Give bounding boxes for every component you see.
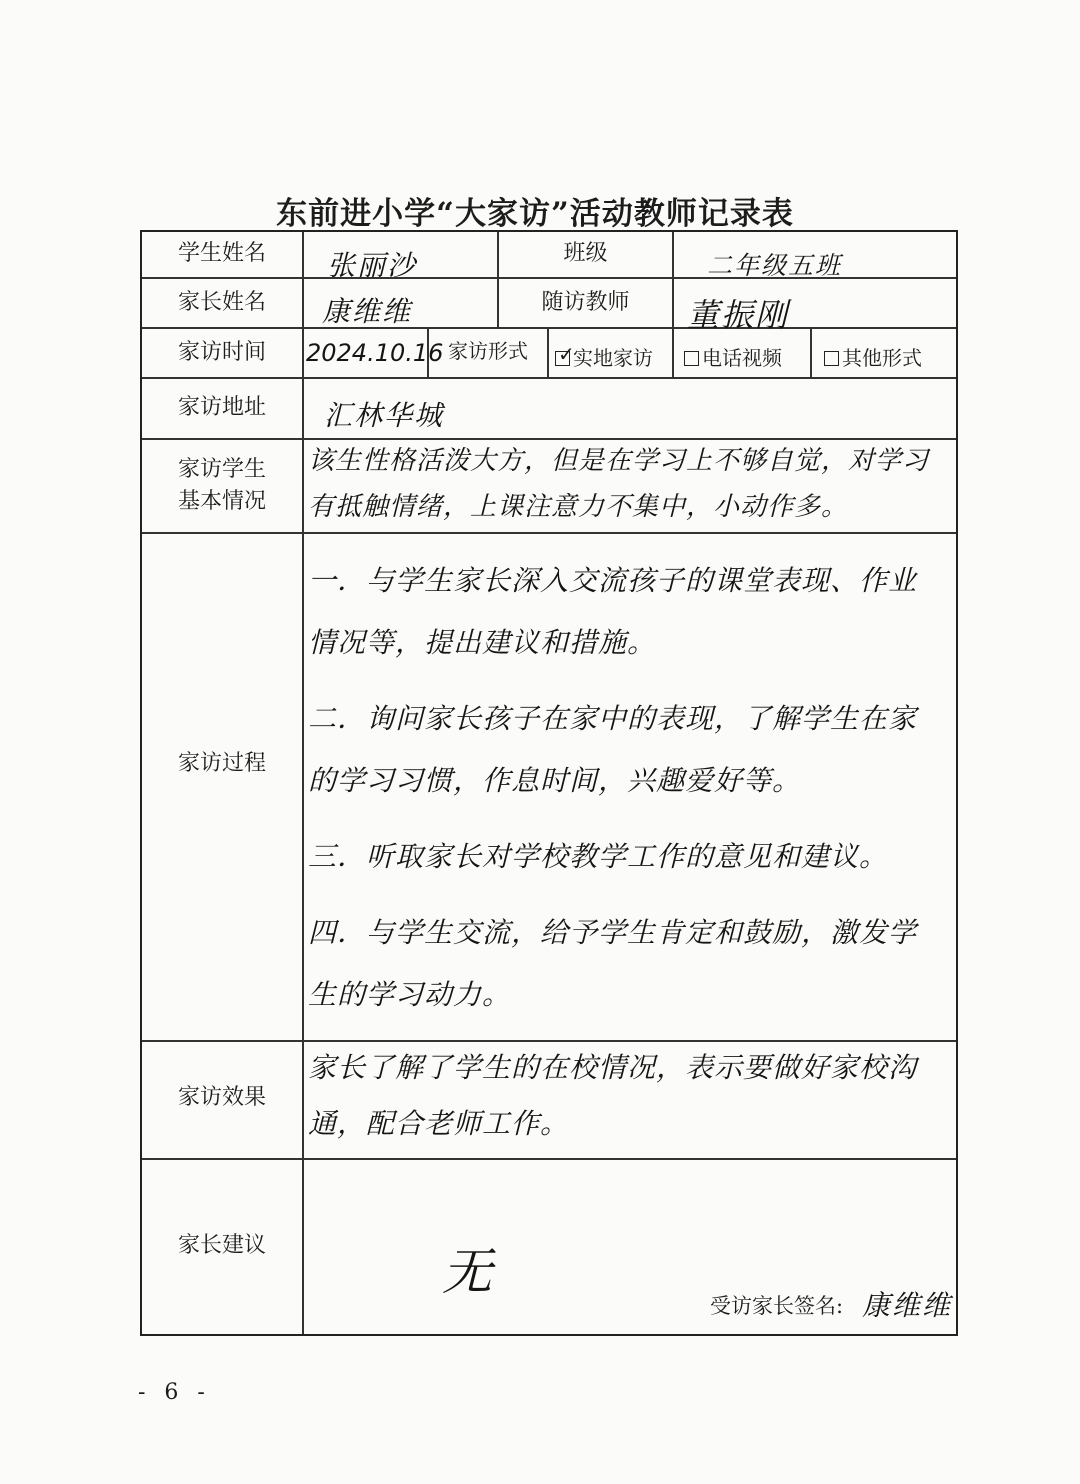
option-onsite-visit[interactable] [555, 342, 653, 371]
row-divider [142, 1158, 956, 1160]
student-info-value: 该生性格活泼大方，但是在学习上不够自觉，对学习有抵触情绪，上课注意力不集中，小动作多。 [308, 446, 930, 522]
class-value: 二年级五班 [707, 251, 843, 280]
visit-effect-value: 家长了解了学生的在校情况，表示要做好家校沟通，配合老师工作。 [308, 1051, 918, 1140]
visit-process-label: 家访过程 [177, 751, 266, 776]
teacher-label: 随访教师 [541, 290, 630, 315]
parent-name-value: 康维维 [322, 295, 413, 328]
checkbox-icon [555, 342, 575, 366]
process-item: 二．询问家长孩子在家中的表现，了解学生在家的学习习惯，作息时间，兴趣爱好等。 [308, 702, 918, 797]
page-number: - 6 - [138, 1380, 211, 1405]
column-divider [672, 327, 674, 377]
process-item: 四．与学生交流，给予学生肯定和鼓励，激发学生的学习动力。 [308, 916, 918, 1011]
column-divider [810, 327, 812, 377]
record-form [140, 230, 958, 1336]
column-divider [302, 232, 304, 1334]
option-other[interactable] [824, 342, 922, 371]
checkmark-icon: ✓ [558, 342, 575, 366]
option-label: 其他形式 [842, 346, 922, 370]
option-phone-video[interactable] [684, 342, 782, 371]
visit-address-value: 汇林华城 [324, 399, 445, 432]
student-info-label [142, 454, 302, 518]
checkbox-icon [684, 351, 699, 366]
visit-process-content [308, 550, 928, 1026]
column-divider [672, 232, 674, 327]
class-label: 班级 [563, 241, 608, 266]
option-label: 实地家访 [573, 346, 653, 370]
visit-time-label: 家访时间 [177, 340, 266, 365]
visit-address-label: 家访地址 [177, 395, 266, 420]
parent-suggestion-value: 无 [442, 1243, 494, 1301]
row-divider [142, 532, 956, 534]
process-item: 一．与学生家长深入交流孩子的课堂表现、作业情况等，提出建议和措施。 [308, 564, 918, 659]
student-name-value: 张丽沙 [327, 249, 418, 282]
visit-time-value: 2024.10.16 [306, 339, 444, 367]
student-info-label-line: 基本情况 [177, 488, 266, 514]
form-title: 东前进小学“大家访”活动教师记录表 [276, 196, 794, 232]
column-divider [547, 327, 549, 377]
teacher-value: 董振刚 [687, 296, 790, 334]
row-divider [142, 377, 956, 379]
signature-label: 受访家长签名: [710, 1294, 844, 1318]
parent-suggestion-label: 家长建议 [177, 1233, 266, 1258]
checkbox-icon [824, 351, 839, 366]
student-info-label-line: 家访学生 [177, 457, 266, 482]
visit-effect-label: 家访效果 [177, 1085, 266, 1110]
visit-form-label: 家访形式 [448, 339, 528, 363]
parent-name-label: 家长姓名 [177, 290, 266, 315]
process-item: 三．听取家长对学校教学工作的意见和建议。 [308, 840, 889, 873]
signature-value: 康维维 [862, 1289, 953, 1322]
option-label: 电话视频 [702, 346, 782, 370]
student-name-label: 学生姓名 [177, 241, 266, 266]
row-divider [142, 327, 956, 329]
